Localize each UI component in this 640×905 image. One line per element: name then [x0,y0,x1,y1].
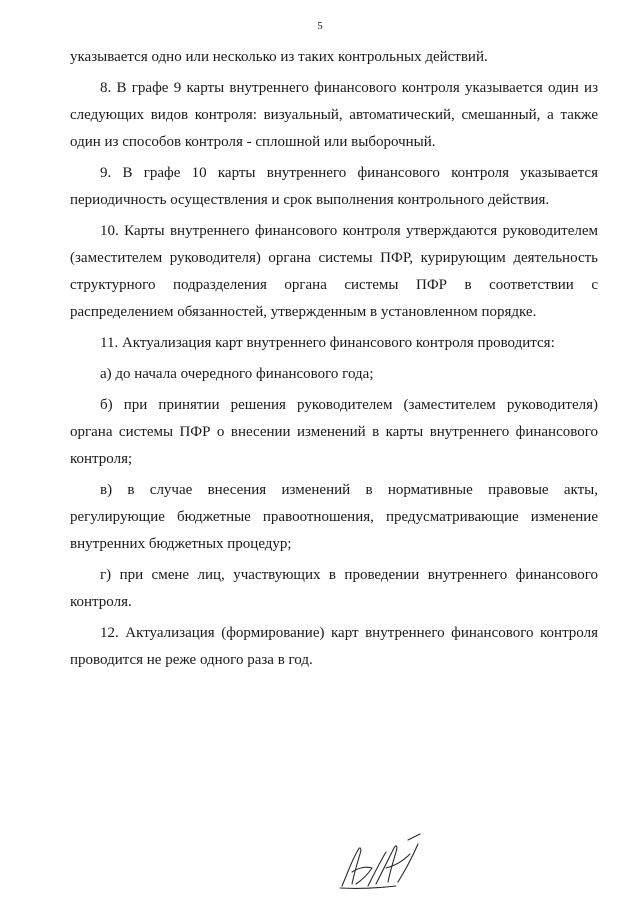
paragraph-continuation: указывается одно или несколько из таких контрольных действий. [70,49,488,65]
paragraph-12: 12. Актуализация (формирование) карт внутреннего финансового контроля проводится не реже одного раза в год. [70,625,598,668]
page-number: 5 [317,20,323,32]
handwritten-signature [338,832,426,892]
paragraph-11-a: а) до начала очередного финансового года; [100,366,374,382]
paragraph-8: 8. В графе 9 карты внутреннего финансового контроля указывается один из следующих видов контроля: визуальный, автоматический, смешанный, а также один из способов контроля - сплошной или выборочный. [70,80,598,150]
paragraph-11-v: в) в случае внесения изменений в нормативные правовые акты, регулирующие бюджетные правоотношения, предусматривающие изменение внутренних бюджетных процедур; [70,482,598,552]
paragraph-10: 10. Карты внутреннего финансового контроля утверждаются руководителем (заместителем руководителя) органа системы ПФР, курирующим деятельность структурного подразделения органа системы ПФР в соответствии с распределением обязанностей, утвержденным в установленном порядке. [70,223,598,320]
paragraph-9: 9. В графе 10 карты внутреннего финансового контроля указывается периодичность осуществления и срок выполнения контрольного действия. [70,165,598,208]
paragraph-11: 11. Актуализация карт внутреннего финансового контроля проводится: [100,335,555,351]
paragraph-11-b: б) при принятии решения руководителем (заместителем руководителя) органа системы ПФР о внесении изменений в карты внутреннего финансового контроля; [70,397,598,467]
document-body [70,44,598,678]
paragraph-11-g: г) при смене лиц, участвующих в проведении внутреннего финансового контроля. [70,567,598,610]
